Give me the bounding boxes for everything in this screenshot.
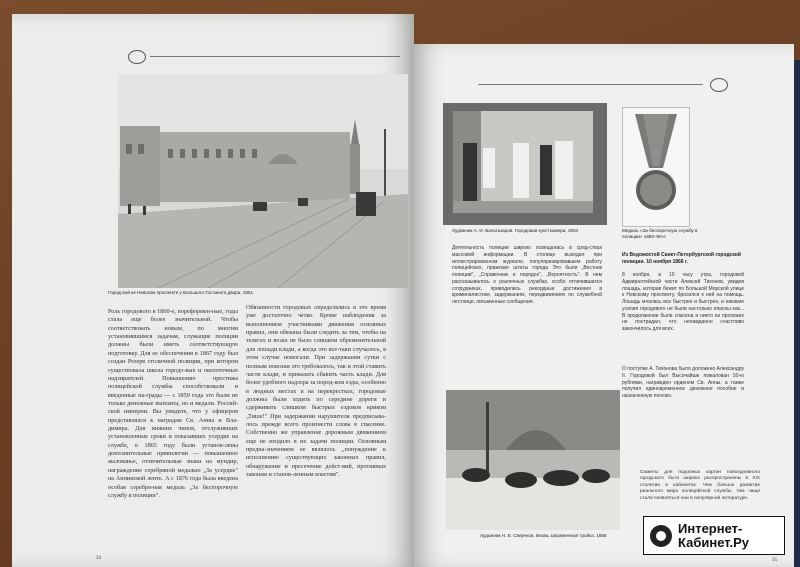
- watermark-line2: Кабинет.Ру: [678, 534, 749, 550]
- left-page-number: 34: [96, 556, 101, 561]
- troika-caption: Художник Н. Е. Сверчков. Вновь запряженная тройка. 1868: [480, 533, 607, 538]
- right-side-text: Сюжеты для подобных картин повседневного городского быта широко распространены в XIX столетии в кабинетах. Чем больше развитие реального мира полицейской службы, тем чаще стали появляться они в популярной литературе.: [640, 470, 760, 501]
- laurel-emblem-icon-right: [710, 78, 728, 92]
- troika-painting: [446, 390, 620, 530]
- watermark-line1: Интернет-: [678, 520, 743, 536]
- medal-icon: [623, 108, 689, 226]
- right-column-2-title: Из Ведомостей Санкт-Петербургской городской полиции. 10 ноября 1868 г.: [622, 252, 741, 265]
- street-photo: [118, 74, 408, 288]
- medal-caption: Медаль «За беспорочную службу в полиции» 1880–90-е: [622, 228, 698, 239]
- street-photo-caption: Городской ке Невском проспекте у Большого Гостиного двора. 1901: [108, 290, 254, 295]
- troika-graphic: [446, 390, 620, 530]
- header-rule: [150, 56, 400, 57]
- watermark: [643, 516, 785, 555]
- painting-graphic: [443, 103, 607, 225]
- left-text-column-2: Обязанности городовых определялись в это время уже достаточно четко. Кроме наблюдения за выполнением участниками движения основных правил, они обязаны были следить за тем, чтобы на телегах и возах не было слишком обременительной для лошади клади, а когда это все-таки случалось, в этом случае помогали. При задержании сутки с полным повозки это требовалось, так и этой ставить части клади, и приказать сбавить часть клади. Для более удобного надзора за пород-ком езды, особенно в людных местах и на перекрестках, городовые должны были ходить по середине дороги и сдерживать слишком быстрых ездоков криком „Тише!" При задержании нарушителя предписыва-лось прежде всего произнести слова в спасение. Собственно же управление дорожным движением еще не входило в их задачи полиции. Основным предна-значением ее являлось ,,понуждение к исполнению существующих законных правил, обнаружение и пресечение дейст-вий, противных законам и станов-ленным властям".: [246, 304, 386, 479]
- watermark-text: [678, 522, 749, 550]
- right-text-column-2: 8 ноября, в 10 часу утра, городовой Адмиралтейской части Алексей Тихонов, увидев лошадь, которая бежит по Большой Морской улице к Невскому проспекту, бросился к ней на помощь. Лошадь мчалась все быстрее и быстрее, и никакие усилия городового не были настолько опасны как... В продолжении была спасена и никто из прохожих не пострадал, что неожиданно счастливо закончилось для всех.: [622, 272, 744, 332]
- right-text-column-1: Деятельность полиции широко освещалась в сред-ствах массовой информации. В столице выходил при иллюстрированном журнале, популяризировавшем работу полицейских, пражские штаты города Это были „Вестник полиции", „Справочник и порядок", „Вероятность". В нем рассказывалось о различных службах, особо отличившихся сотрудниках, приводились рекордные достижения в криминалистике, задержаниях, передвижениях по служебной лестнице, письменные сообщения.: [452, 245, 602, 305]
- painting-photo: [443, 103, 607, 225]
- painting-caption: Художник А. И. Бальтазаров. Городовая кунсткамера. 1904: [452, 228, 579, 233]
- watermark-logo-icon: [650, 525, 672, 547]
- right-page-number: 35: [772, 558, 777, 563]
- street-photo-graphic: [118, 74, 408, 288]
- left-text-column-1: Роль городового в 1860-е, пореформен-ные, годы стала еще более значительной. Чтобы соответствовать новым, по многим установившимся задачам, служащие полиции должны были иметь соответствующую подготовку. Для ее обеспечения в 1867 году был создан Резерв столичной полиции, при котором существовала школа городо-вых и околоточных надзирателей. Повышению престижа полицейской службы способствовали и введенные на-грады — с 1859 года это были не только денежные выплаты, но и медали. Россий-ской империи. Вы увидите, что у офицеров представлялся к наградам Св. Анны и Вла-димира. Для нижних чинов, отслуживших установленные сроки и показавших усердие на службе, в 1865 году были установ-лены дополнительные привилегии — повышенное жалованье, отличительные знаки на мундир, награждение серебряной медалью „За усердие" на Аннинской ленте. А с 1876 года была введена особая серебря-ная медаль „За беспорочную службу в полиции".: [108, 308, 238, 499]
- right-text-column-2b: О поступке А. Тихонова было доложено Александру II. Городовой был Высочайше пожалован 50-ю рублями, награжден орденом Св. Анны, а также получил единовременное денежное пособие и назначенную пенсию.: [622, 366, 744, 399]
- right-header-rule: [478, 84, 703, 85]
- laurel-emblem-icon: [128, 50, 146, 64]
- medal-frame: [622, 107, 690, 227]
